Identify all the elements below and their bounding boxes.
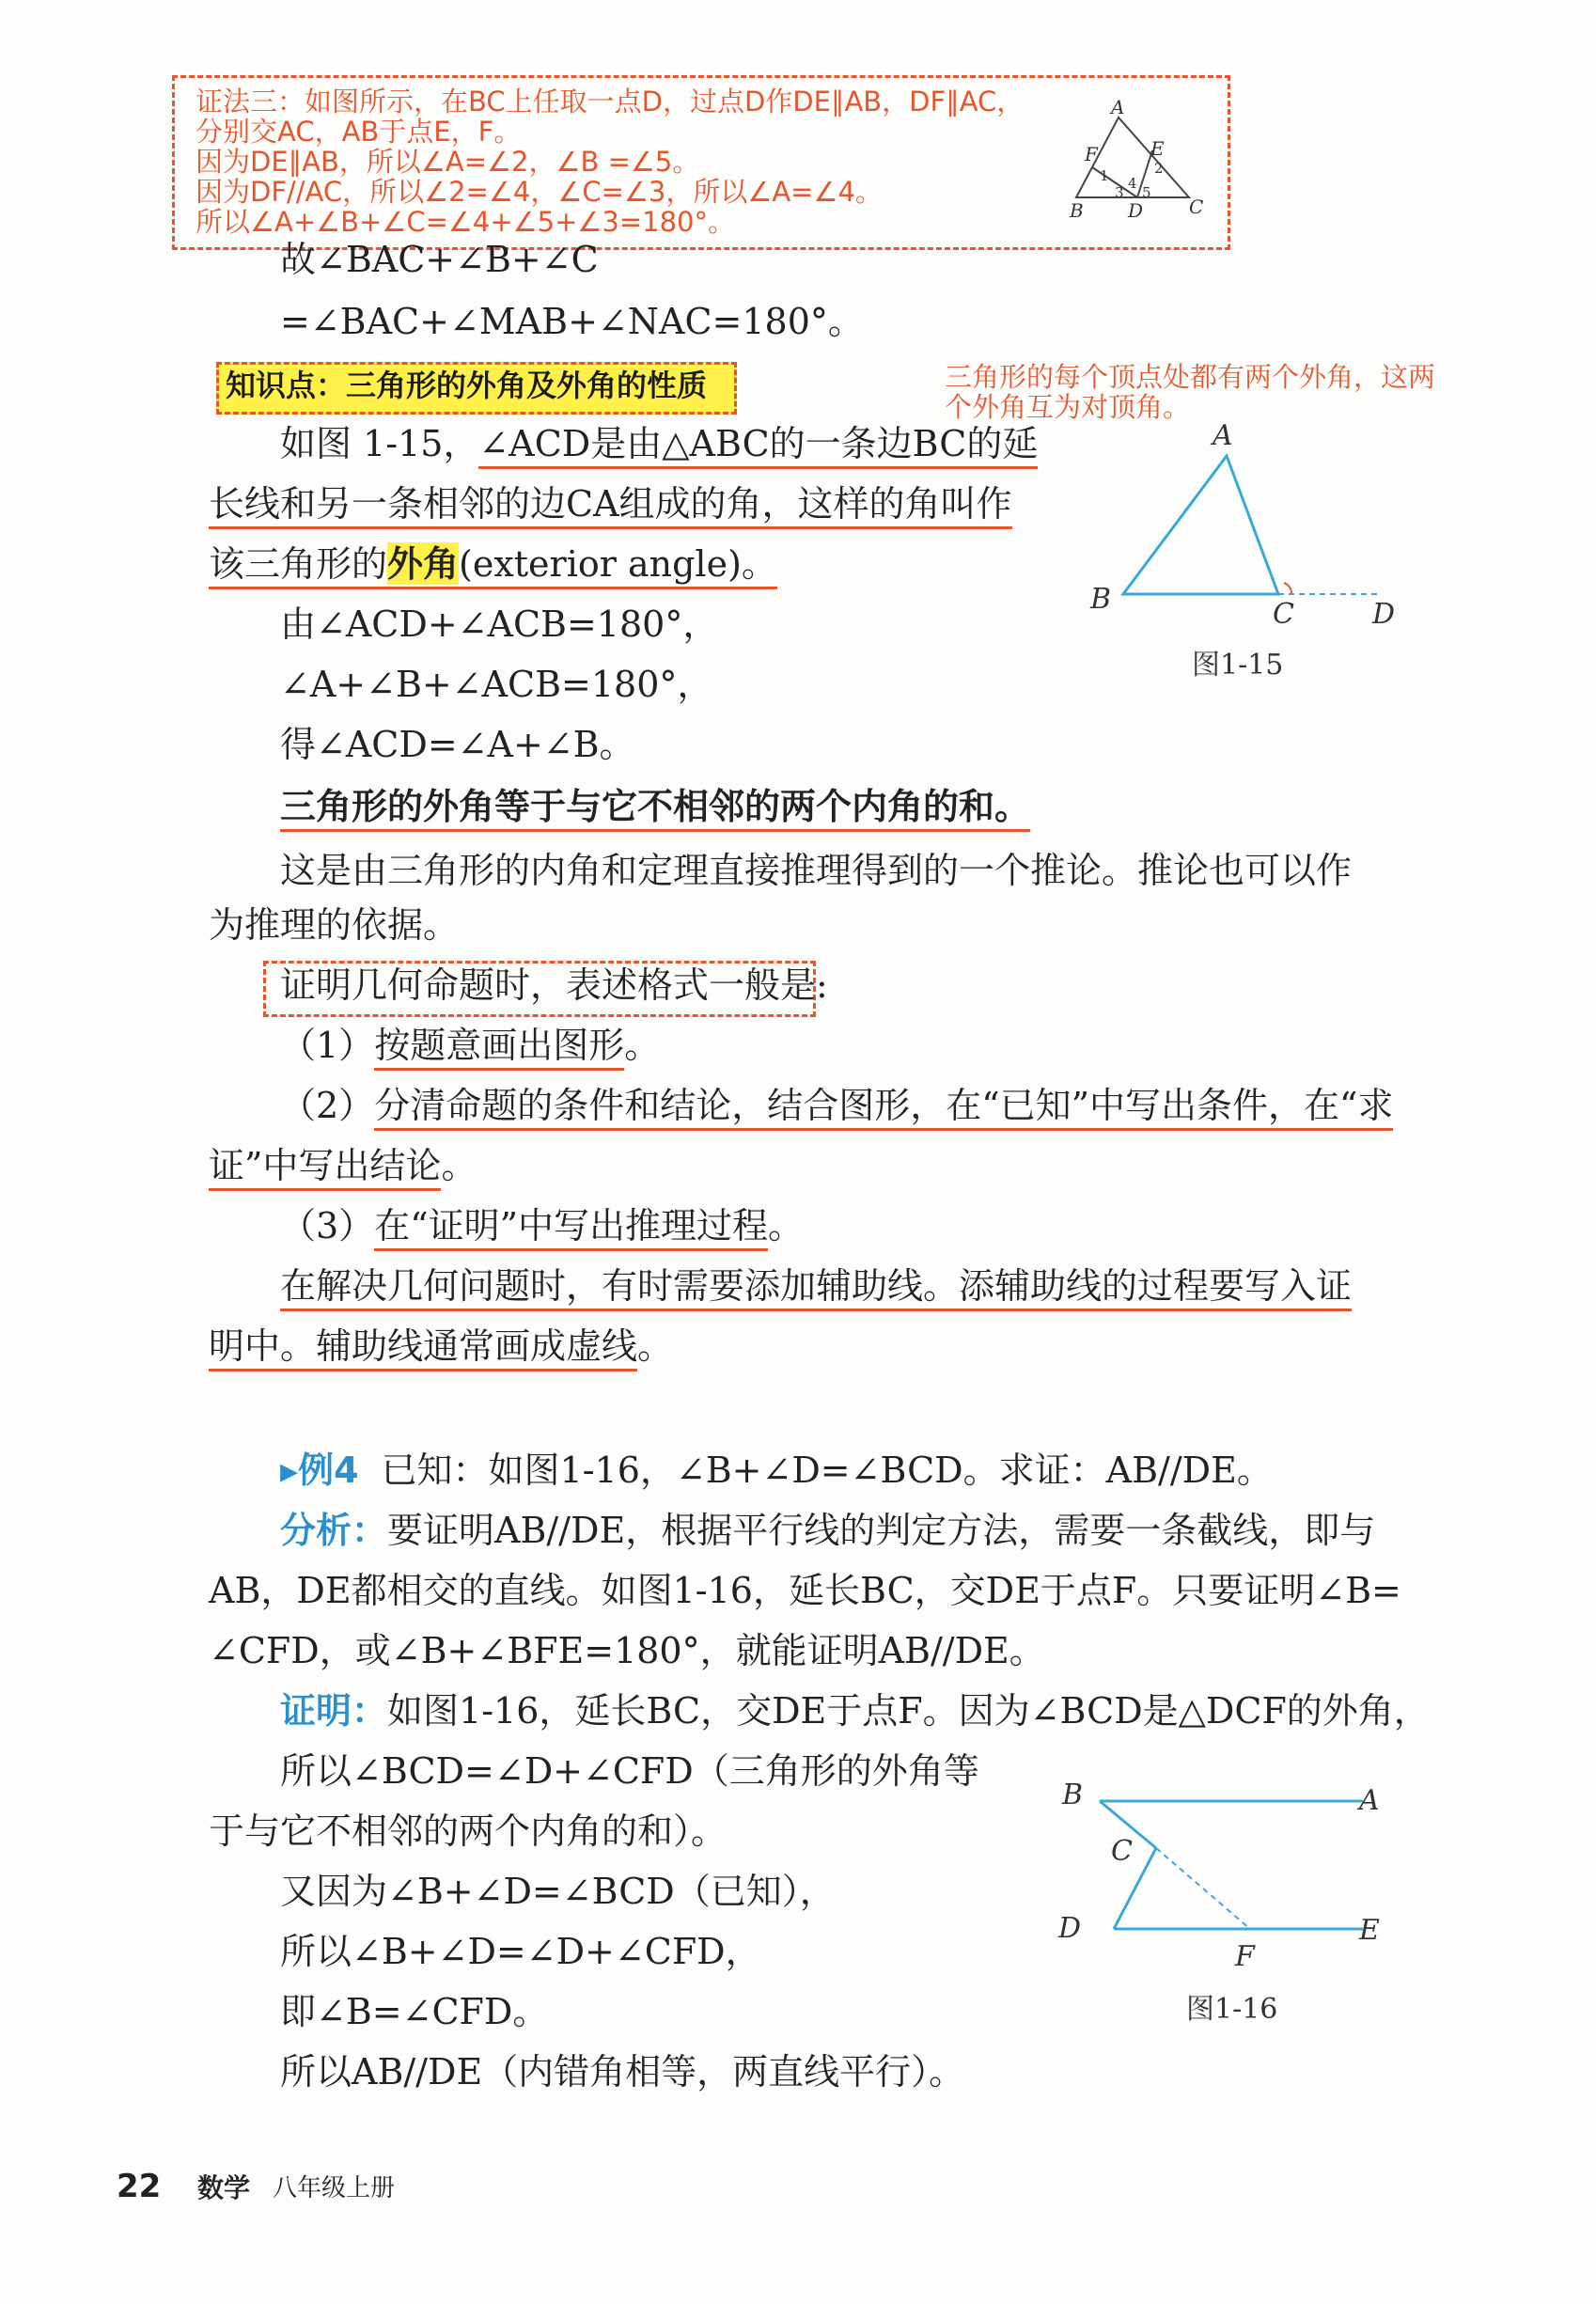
derivation-line-1: 由∠ACD+∠ACB=180°， [280,603,719,645]
annotation-angle-4: 4 [1128,175,1137,192]
footer-grade: 八年级上册 [273,2174,396,2202]
fig16-label-f: F [1235,1940,1255,1973]
format-step-2b: 证”中写出结论。 [209,1143,477,1188]
example-statement: ▸例4 已知：如图1-16，∠B+∠D=∠BCD。求证：AB//DE。 [280,1450,1273,1491]
proof-line-4: 又因为∠B+∠D=∠BCD（已知）， [280,1871,836,1912]
annotation-angle-5: 5 [1142,184,1151,201]
annotation-line-2: 分别交AC，AB于点E，F。 [196,116,522,148]
proof-line-3: 于与它不相邻的两个内角的和）。 [209,1810,728,1852]
definition-line-2: 长线和另一条相邻的边CA组成的角，这样的角叫作 [209,481,1012,526]
proof-tail-line-1: 故∠BAC+∠B+∠C [280,239,599,280]
annotation-line-5: 所以∠A+∠B+∠C=∠4+∠5+∠3=180°。 [196,206,735,238]
fig16-label-e: E [1359,1914,1380,1947]
corollary-line-1: 这是由三角形的内角和定理直接推理得到的一个推论。推论也可以作 [280,850,1353,891]
fig16-caption: 图1-16 [1186,1993,1278,2026]
proof-line-6: 即∠B=∠CFD。 [280,1991,549,2032]
fig15-label-c: C [1273,598,1294,631]
fig16-label-c: C [1111,1835,1133,1868]
aux-line-2: 明中。辅助线通常画成虚线。 [209,1324,673,1369]
format-step-3: （3）在“证明”中写出推理过程。 [280,1203,804,1248]
derivation-line-2: ∠A+∠B+∠ACB=180°， [280,664,713,705]
fig15-label-a: A [1213,419,1233,452]
analysis-line-3: ∠CFD，或∠B+∠BFE=180°，就能证明AB//DE。 [209,1630,1045,1671]
side-note-line-2: 个外角互为对顶角。 [945,391,1191,423]
analysis-line-2: AB，DE都相交的直线。如图1-16，延长BC，交DE于点F。只要证明∠B= [209,1570,1401,1611]
annotation-label-b: B [1070,199,1084,222]
annotation-line-4: 因为DF//AC，所以∠2=∠4，∠C=∠3，所以∠A=∠4。 [196,176,883,208]
format-step-1: （1）按题意画出图形。 [280,1023,660,1068]
annotation-angle-3: 3 [1115,184,1124,201]
annotation-line-3: 因为DE∥AB，所以∠A=∠2，∠B =∠5。 [196,146,700,178]
fig16-label-b: B [1062,1779,1084,1811]
format-intro: 证明几何命题时，表述格式一般是: [280,964,828,1006]
proof-line-1: 证明：如图1-16，延长BC，交DE于点F。因为∠BCD是△DCF的外角， [280,1690,1430,1732]
fig16-label-a: A [1359,1784,1380,1817]
annotation-label-a: A [1111,96,1125,118]
theorem: 三角形的外角等于与它不相邻的两个内角的和。 [280,784,1030,829]
figure-1-16 [1081,1786,1382,1955]
proof-label: 证明： [280,1690,388,1732]
annotation-angle-2: 2 [1154,160,1164,177]
annotation-label-f: F [1085,143,1098,165]
annotation-label-c: C [1189,196,1204,218]
derivation-line-3: 得∠ACD=∠A+∠B。 [280,724,635,765]
page-number: 22 [117,2168,162,2205]
proof-line-2: 所以∠BCD=∠D+∠CFD（三角形的外角等 [280,1750,979,1792]
annotation-label-d: D [1128,199,1144,222]
corollary-line-2: 为推理的依据。 [209,904,460,946]
annotation-line-1: 证法三：如图所示，在BC上任取一点D，过点D作DE∥AB，DF∥AC， [196,86,1025,118]
fig16-label-d: D [1058,1912,1082,1945]
definition-line-1: 如图 1-15，∠ACD是由△ABC的一条边BC的延 [280,421,1038,466]
analysis-label: 分析： [280,1510,388,1551]
term-exterior-angle: 外角 [387,542,460,585]
aux-line-1: 在解决几何问题时，有时需要添加辅助线。添辅助线的过程要写入证 [280,1263,1352,1309]
fig15-label-b: B [1090,583,1112,616]
example-marker: ▸例4 [280,1450,359,1491]
proof-line-7: 所以AB//DE（内错角相等，两直线平行）。 [280,2051,965,2092]
format-step-2a: （2）分清命题的条件和结论，结合图形，在“已知”中写出条件，在“求 [280,1083,1393,1128]
analysis-line-1: 分析：要证明AB//DE，根据平行线的判定方法，需要一条截线，即与 [280,1510,1376,1551]
proof-tail-line-2: =∠BAC+∠MAB+∠NAC=180°。 [280,301,864,342]
fig15-label-d: D [1372,598,1396,631]
side-note-line-1: 三角形的每个顶点处都有两个外角，这两 [945,361,1436,393]
knowledge-point-tag: 知识点：三角形的外角及外角的性质 [226,368,708,403]
fig15-caption: 图1-15 [1192,649,1284,682]
annotation-label-e: E [1150,137,1165,160]
figure-1-15 [1109,442,1410,630]
footer-subject: 数学 [197,2172,251,2203]
definition-line-3: 该三角形的外角(exterior angle)。 [209,541,777,587]
annotation-angle-1: 1 [1100,167,1109,184]
proof-line-5: 所以∠B+∠D=∠D+∠CFD， [280,1931,761,1972]
